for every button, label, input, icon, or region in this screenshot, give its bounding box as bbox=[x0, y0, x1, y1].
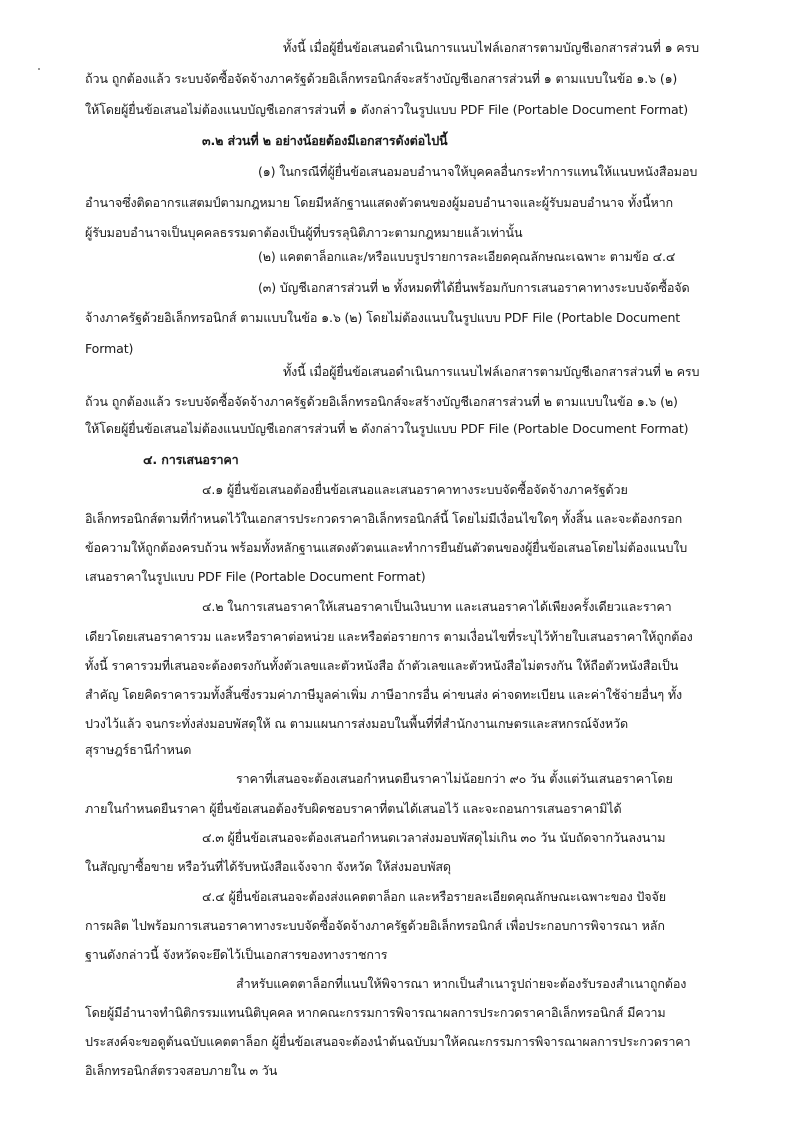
para-validity-line-1: ราคาที่เสนอจะต้องเสนอกำหนดยืนราคาไม่น้อยกว่า ๙๐ วัน ตั้งแต่วันเสนอราคาโดย bbox=[236, 771, 673, 786]
heading-section-3-2: ๓.๒ ส่วนที่ ๒ อย่างน้อยต้องมีเอกสารดังต่อไปนี้ bbox=[202, 133, 448, 148]
clause-4-4-line-3: ฐานดังกล่าวนี้ จังหวัดจะยึดไว้เป็นเอกสารของทางราชการ bbox=[85, 947, 388, 962]
item-3-line-2: จ้างภาครัฐด้วยอิเล็กทรอนิกส์ ตามแบบในข้อ ๑.๖ (๒) โดยไม่ต้องแนบในรูปแบบ PDF File (Portable Document bbox=[85, 310, 681, 325]
item-2-line-1: (๒) แคตตาล็อกและ/หรือแบบรูปรายการละเอียดคุณลักษณะเฉพาะ ตามข้อ ๔.๔ bbox=[258, 249, 676, 264]
para-catalog-line-1: สำหรับแคตตาล็อกที่แนบให้พิจารณา หากเป็นสำเนารูปถ่ายจะต้องรับรองสำเนาถูกต้อง bbox=[236, 976, 687, 991]
clause-4-1-line-1: ๔.๑ ผู้ยื่นข้อเสนอต้องยื่นข้อเสนอและเสนอราคาทางระบบจัดซื้อจัดจ้างภาครัฐด้วย bbox=[202, 482, 628, 497]
para-validity-line-2: ภายในกำหนดยืนราคา ผู้ยื่นข้อเสนอต้องรับผิดชอบราคาที่ตนได้เสนอไว้ และจะถอนการเสนอราคามิได้ bbox=[85, 801, 622, 816]
clause-4-2-line-5: ปวงไว้แล้ว จนกระทั่งส่งมอบพัสดุให้ ณ ตามแผนการส่งมอบในพื้นที่ที่สำนักงานเกษตรและสหกรณ์จังหวัด bbox=[85, 716, 628, 731]
clause-4-2-line-3: ทั้งนี้ ราคารวมที่เสนอจะต้องตรงกันทั้งตัวเลขและตัวหนังสือ ถ้าตัวเลขและตัวหนังสือไม่ตรงกัน ให้ถือตัวหนังสือเป็น bbox=[85, 658, 679, 673]
clause-4-1-line-4: เสนอราคาในรูปแบบ PDF File (Portable Document Format) bbox=[85, 569, 426, 584]
para-part1-complete-line-1: ทั้งนี้ เมื่อผู้ยื่นข้อเสนอดำเนินการแนบไฟล์เอกสารตามบัญชีเอกสารส่วนที่ ๑ ครบ bbox=[283, 40, 700, 55]
para-part2-complete-line-1: ทั้งนี้ เมื่อผู้ยื่นข้อเสนอดำเนินการแนบไฟล์เอกสารตามบัญชีเอกสารส่วนที่ ๒ ครบ bbox=[283, 364, 700, 379]
item-3-line-1: (๓) บัญชีเอกสารส่วนที่ ๒ ทั้งหมดที่ได้ยื่นพร้อมกับการเสนอราคาทางระบบจัดซื้อจัด bbox=[258, 280, 690, 295]
clause-4-1-line-3: ข้อความให้ถูกต้องครบถ้วน พร้อมทั้งหลักฐานแสดงตัวตนและทำการยืนยันตัวตนของผู้ยื่นข้อเสนอโดยไม่ต้องแนบใบ bbox=[85, 540, 688, 555]
clause-4-4-line-1: ๔.๔ ผู้ยื่นข้อเสนอจะต้องส่งแคตตาล็อก และหรือรายละเอียดคุณลักษณะเฉพาะของ ปัจจัย bbox=[202, 889, 666, 904]
item-3-line-3: Format) bbox=[85, 341, 134, 356]
para-catalog-line-2: โดยผู้มีอำนาจทำนิติกรรมแทนนิติบุคคล หากคณะกรรมการพิจารณาผลการประกวดราคาอิเล็กทรอนิกส์ มีความ bbox=[85, 1005, 666, 1020]
para-part2-complete-line-3: ให้โดยผู้ยื่นข้อเสนอไม่ต้องแนบบัญชีเอกสารส่วนที่ ๒ ดังกล่าวในรูปแบบ PDF File (Portable Document Format) bbox=[85, 421, 689, 436]
para-part1-complete-line-2: ถ้วน ถูกต้องแล้ว ระบบจัดซื้อจัดจ้างภาครัฐด้วยอิเล็กทรอนิกส์จะสร้างบัญชีเอกสารส่วนที่ ๑ ตามแบบในข้อ ๑.๖ (๑) bbox=[85, 71, 678, 86]
scan-speck bbox=[38, 68, 40, 70]
clause-4-2-line-4: สำคัญ โดยคิดราคารวมทั้งสิ้นซึ่งรวมค่าภาษีมูลค่าเพิ่ม ภาษีอากรอื่น ค่าขนส่ง ค่าจดทะเบียน และค่าใช้จ่ายอื่นๆ ทั้ง bbox=[85, 687, 683, 702]
clause-4-4-line-2: การผลิต ไปพร้อมการเสนอราคาทางระบบจัดซื้อจัดจ้างภาครัฐด้วยอิเล็กทรอนิกส์ เพื่อประกอบการพิจารณา หลัก bbox=[85, 918, 665, 933]
para-catalog-line-3: ประสงค์จะขอดูต้นฉบับแคตตาล็อก ผู้ยื่นข้อเสนอจะต้องนำต้นฉบับมาให้คณะกรรมการพิจารณาผลการประกวดราคา bbox=[85, 1034, 691, 1049]
clause-4-1-line-2: อิเล็กทรอนิกส์ตามที่กำหนดไว้ในเอกสารประกวดราคาอิเล็กทรอนิกส์นี้ โดยไม่มีเงื่อนไขใดๆ ทั้งสิ้น และจะต้องกรอก bbox=[85, 511, 683, 526]
clause-4-2-line-1: ๔.๒ ในการเสนอราคาให้เสนอราคาเป็นเงินบาท และเสนอราคาได้เพียงครั้งเดียวและราคา bbox=[202, 599, 672, 614]
clause-4-2-line-2: เดียวโดยเสนอราคารวม และหรือราคาต่อหน่วย และหรือต่อรายการ ตามเงื่อนไขที่ระบุไว้ท้ายใบเสนอราคาให้ถูกต้อง bbox=[85, 629, 693, 644]
item-1-line-2: อำนาจซึ่งติดอากรแสตมป์ตามกฎหมาย โดยมีหลักฐานแสดงตัวตนของผู้มอบอำนาจและผู้รับมอบอำนาจ ทั้งนี้หาก bbox=[85, 195, 674, 210]
clause-4-3-line-2: ในสัญญาซื้อขาย หรือวันที่ได้รับหนังสือแจ้งจาก จังหวัด ให้ส่งมอบพัสดุ bbox=[85, 859, 451, 874]
para-part2-complete-line-2: ถ้วน ถูกต้องแล้ว ระบบจัดซื้อจัดจ้างภาครัฐด้วยอิเล็กทรอนิกส์จะสร้างบัญชีเอกสารส่วนที่ ๒ ตามแบบในข้อ ๑.๖ (๒) bbox=[85, 394, 678, 409]
clause-4-3-line-1: ๔.๓ ผู้ยื่นข้อเสนอจะต้องเสนอกำหนดเวลาส่งมอบพัสดุไม่เกิน ๓๐ วัน นับถัดจากวันลงนาม bbox=[202, 830, 666, 845]
para-catalog-line-4: อิเล็กทรอนิกส์ตรวจสอบภายใน ๓ วัน bbox=[85, 1063, 278, 1078]
clause-4-2-line-6: สุราษฎร์ธานีกำหนด bbox=[85, 742, 192, 757]
para-part1-complete-line-3: ให้โดยผู้ยื่นข้อเสนอไม่ต้องแนบบัญชีเอกสารส่วนที่ ๑ ดังกล่าวในรูปแบบ PDF File (Portable Document Format) bbox=[85, 102, 689, 117]
item-1-line-3: ผู้รับมอบอำนาจเป็นบุคคลธรรมดาต้องเป็นผู้ที่บรรลุนิติภาวะตามกฎหมายแล้วเท่านั้น bbox=[85, 225, 523, 240]
item-1-line-1: (๑) ในกรณีที่ผู้ยื่นข้อเสนอมอบอำนาจให้บุคคลอื่นกระทำการแทนให้แนบหนังสือมอบ bbox=[258, 164, 698, 179]
heading-section-4: ๔. การเสนอราคา bbox=[143, 452, 239, 467]
